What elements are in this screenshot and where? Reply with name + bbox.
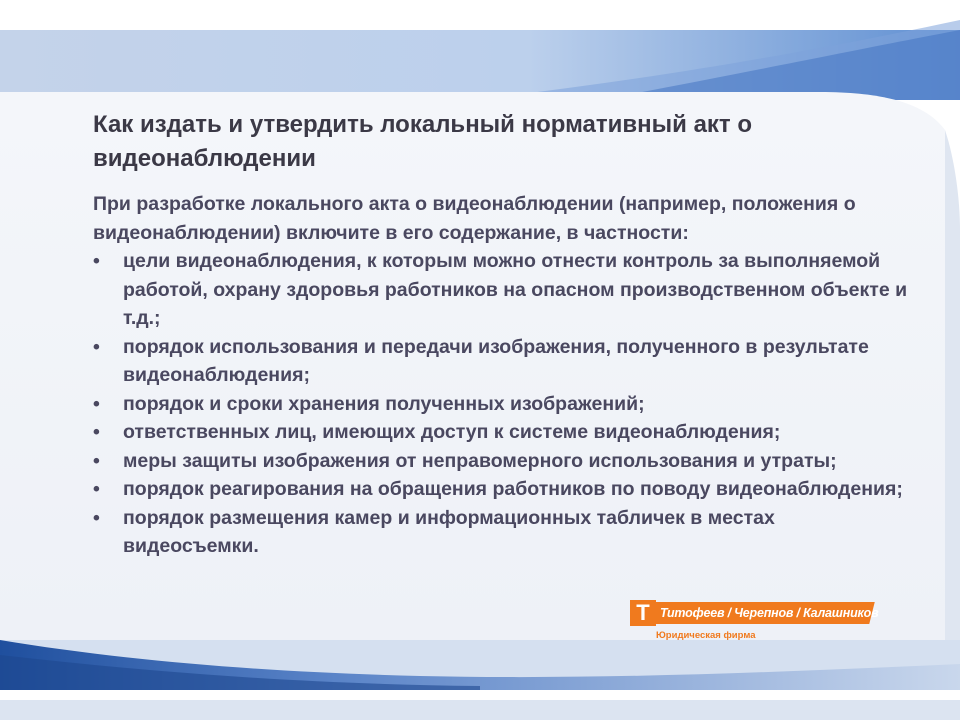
- bullet-item: [93, 333, 913, 390]
- logo-mark-letter: T: [636, 600, 650, 625]
- bullet-text: меры защиты изображения от неправомерного использования и утраты;: [123, 449, 837, 472]
- bullet-text: порядок реагирования на обращения работников по поводу видеонаблюдения;: [123, 478, 903, 500]
- bullet-icon: •: [93, 250, 100, 272]
- bullet-item: [93, 475, 913, 504]
- bullet-item: [93, 504, 913, 561]
- bullet-icon: •: [93, 421, 100, 443]
- bullet-icon: •: [93, 392, 100, 415]
- bullet-item: [93, 418, 913, 447]
- intro-paragraph: При разработке локального акта о видеонаблюдении (например, положения о видеонаблюдении) включите в его содержание, в частности:: [93, 193, 856, 244]
- slide-title: Как издать и утвердить локальный нормативный акт о видеонаблюдении: [93, 111, 753, 172]
- logo-firm-names: Титофеев / Черепнов / Калашников: [660, 606, 879, 620]
- bullet-list: [93, 247, 913, 561]
- slide-content: [93, 108, 913, 561]
- bullet-icon: •: [93, 335, 100, 358]
- bullet-text: цели видеонаблюдения, к которым можно отнести контроль за выполняемой работой, охрану здоровья работников на опасном производственном объекте и т.д.;: [123, 250, 908, 329]
- bullet-item: [93, 247, 913, 333]
- bullet-text: порядок размещения камер и информационных табличек в местах видеосъемки.: [123, 506, 775, 557]
- bullet-icon: •: [93, 478, 100, 500]
- bullet-text: порядок и сроки хранения полученных изображений;: [123, 392, 645, 415]
- bullet-item: [93, 447, 913, 476]
- bullet-text: порядок использования и передачи изображения, полученного в результате видеонаблюдения;: [123, 335, 869, 386]
- law-firm-logo: [630, 598, 880, 648]
- bullet-icon: •: [93, 449, 100, 472]
- logo-mark-icon: [630, 600, 656, 626]
- bullet-item: [93, 390, 913, 419]
- logo-subtitle: Юридическая фирма: [656, 630, 756, 641]
- bullet-icon: •: [93, 506, 100, 529]
- bullet-text: ответственных лиц, имеющих доступ к системе видеонаблюдения;: [123, 421, 781, 443]
